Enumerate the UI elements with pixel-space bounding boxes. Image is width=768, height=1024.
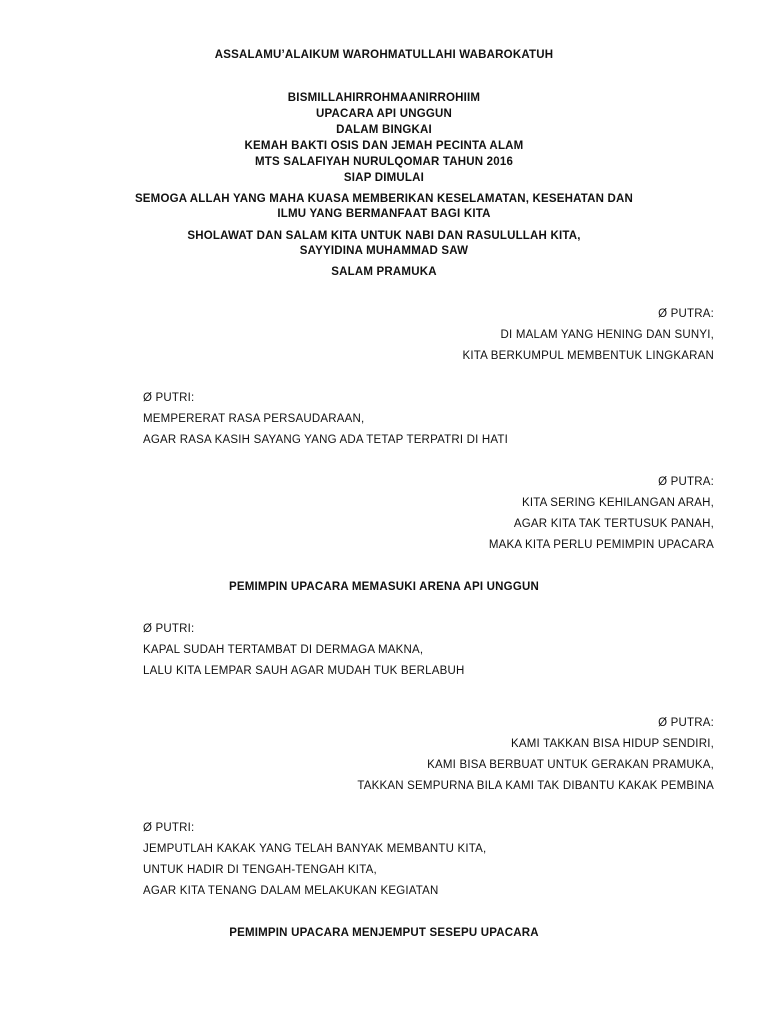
verse-line: KITA BERKUMPUL MEMBENTUK LINGKARAN <box>462 350 714 362</box>
event-name: KEMAH BAKTI OSIS DAN JEMAH PECINTA ALAM <box>244 140 524 152</box>
verse-line: TAKKAN SEMPURNA BILA KAMI TAK DIBANTU KAKAK PEMBINA <box>357 780 714 792</box>
speaker-label-putri: Ø PUTRI: <box>143 392 195 404</box>
ready-line: SIAP DIMULAI <box>343 172 425 184</box>
basmalah-line: BISMILLAHIRROHMAANIRROHIIM <box>287 92 481 104</box>
salam-heading: ASSALAMU’ALAIKUM WAROHMATULLAHI WABAROKATUH <box>214 49 554 61</box>
prayer-line-2: ILMU YANG BERMANFAAT BAGI KITA <box>277 208 491 220</box>
event-title: UPACARA API UNGGUN <box>315 108 453 120</box>
verse-line: UNTUK HADIR DI TENGAH-TENGAH KITA, <box>143 864 377 876</box>
verse-line: KITA SERING KEHILANGAN ARAH, <box>522 497 714 509</box>
verse-line: KAPAL SUDAH TERTAMBAT DI DERMAGA MAKNA, <box>143 644 424 656</box>
verse-line: AGAR KITA TAK TERTUSUK PANAH, <box>513 518 714 530</box>
frame-line: DALAM BINGKAI <box>336 124 432 136</box>
speaker-label-putra: Ø PUTRA: <box>658 476 714 488</box>
sholawat-line-2: SAYYIDINA MUHAMMAD SAW <box>299 245 469 257</box>
verse-line: LALU KITA LEMPAR SAUH AGAR MUDAH TUK BERLABUH <box>143 665 465 677</box>
verse-line: AGAR KITA TENANG DALAM MELAKUKAN KEGIATAN <box>143 885 439 897</box>
stage-direction: PEMIMPIN UPACARA MEMASUKI ARENA API UNGGUN <box>229 581 539 593</box>
prayer-line-1: SEMOGA ALLAH YANG MAHA KUASA MEMBERIKAN KESELAMATAN, KESEHATAN DAN <box>134 193 634 205</box>
verse-line: MAKA KITA PERLU PEMIMPIN UPACARA <box>488 539 714 551</box>
stage-direction: PEMIMPIN UPACARA MENJEMPUT SESEPU UPACARA <box>229 927 539 939</box>
salam-pramuka: SALAM PRAMUKA <box>331 266 437 278</box>
verse-line: MEMPERERAT RASA PERSAUDARAAN, <box>143 413 365 425</box>
verse-line: KAMI TAKKAN BISA HIDUP SENDIRI, <box>510 738 714 750</box>
verse-line: KAMI BISA BERBUAT UNTUK GERAKAN PRAMUKA, <box>427 759 714 771</box>
sholawat-line-1: SHOLAWAT DAN SALAM KITA UNTUK NABI DAN RASULULLAH KITA, <box>187 230 581 242</box>
speaker-label-putra: Ø PUTRA: <box>658 717 714 729</box>
verse-line: DI MALAM YANG HENING DAN SUNYI, <box>500 329 714 341</box>
verse-line: JEMPUTLAH KAKAK YANG TELAH BANYAK MEMBANTU KITA, <box>143 843 487 855</box>
speaker-label-putri: Ø PUTRI: <box>143 822 195 834</box>
speaker-label-putri: Ø PUTRI: <box>143 623 195 635</box>
institution-line: MTS SALAFIYAH NURULQOMAR TAHUN 2016 <box>254 156 514 168</box>
speaker-label-putra: Ø PUTRA: <box>658 308 714 320</box>
verse-line: AGAR RASA KASIH SAYANG YANG ADA TETAP TERPATRI DI HATI <box>143 434 509 446</box>
